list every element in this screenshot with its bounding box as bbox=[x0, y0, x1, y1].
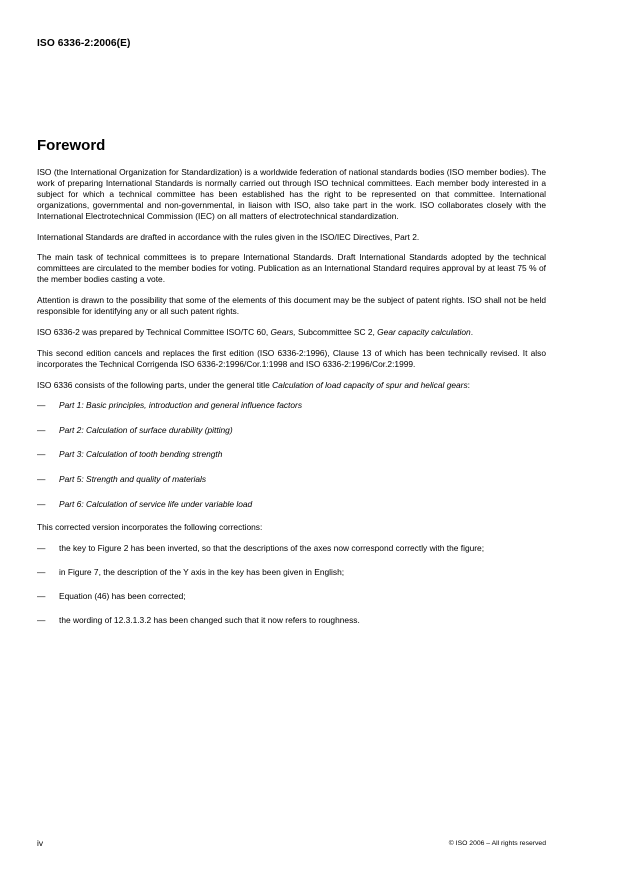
list-item bbox=[37, 474, 546, 485]
copyright-notice: © ISO 2006 – All rights reserved bbox=[448, 840, 546, 847]
prepared-by-text-1: ISO 6336-2 was prepared by Technical Committee ISO/TC 60, bbox=[37, 326, 271, 337]
parts-intro-text-2: : bbox=[467, 379, 470, 390]
dash-bullet: — bbox=[37, 474, 46, 485]
paragraph-committee-task: The main task of technical committees is to prepare International Standards. Draft International Standards adopted by the technical committees are circulated to the member bodies for voting. Publication as an International Standard requires approval by at least 75 % of the member bodies casting a vote. bbox=[37, 252, 546, 285]
paragraph-edition: This second edition cancels and replaces the first edition (ISO 6336-2:1996), Clause 13 of which has been technically revised. It also incorporates the Technical Corrigenda ISO 6336-2:1996/Cor.1:1998 and ISO 6336-2:1996/Cor.2:1999. bbox=[37, 347, 546, 369]
page-title: Foreword bbox=[37, 137, 106, 154]
parts-list bbox=[37, 400, 546, 511]
paragraph-iso-intro: ISO (the International Organization for Standardization) is a worldwide federation of national standards bodies (ISO member bodies). The work of preparing International Standards is normally carried out through ISO technical committees. Each member body interested in a subject for which a technical committee has been established has the right to be represented on that committee. International organizations, governmental and non-governmental, in liaison with ISO, also take part in the work. ISO collaborates closely with the International Electrotechnical Commission (IEC) on all matters of electrotechnical standardization. bbox=[37, 167, 546, 221]
dash-bullet: — bbox=[37, 614, 46, 625]
general-title: Calculation of load capacity of spur and helical gears bbox=[272, 379, 468, 390]
foreword-body bbox=[37, 167, 546, 639]
correction-text: the key to Figure 2 has been inverted, so that the descriptions of the axes now correspond correctly with the figure; bbox=[59, 543, 485, 554]
list-item bbox=[37, 567, 546, 578]
paragraph-corrections-intro: This corrected version incorporates the following corrections: bbox=[37, 522, 263, 533]
document-id-header: ISO 6336-2:2006(E) bbox=[37, 38, 131, 49]
list-item bbox=[37, 615, 546, 626]
prepared-by-text-2: Subcommittee SC 2, bbox=[295, 326, 378, 337]
part-title: Part 3: Calculation of tooth bending strength bbox=[59, 449, 223, 460]
correction-text: the wording of 12.3.1.3.2 has been changed such that it now refers to roughness. bbox=[59, 614, 360, 625]
dash-bullet: — bbox=[37, 543, 46, 554]
parts-intro-text-1: ISO 6336 consists of the following parts, under the general title bbox=[37, 379, 273, 390]
corrections-list bbox=[37, 543, 546, 626]
paragraph-patent-rights: Attention is drawn to the possibility that some of the elements of this document may be the subject of patent rights. ISO shall not be held responsible for identifying any or all such patent rights. bbox=[37, 295, 546, 317]
paragraph-parts-intro bbox=[37, 380, 546, 391]
list-item bbox=[37, 499, 546, 510]
subcommittee-name: Gear capacity calculation bbox=[377, 326, 471, 337]
paragraph-prepared-by bbox=[37, 327, 546, 338]
paragraph-directives: International Standards are drafted in accordance with the rules given in the ISO/IEC Directives, Part 2. bbox=[37, 231, 420, 242]
committee-name-gears: Gears, bbox=[270, 326, 296, 337]
part-title: Part 5: Strength and quality of materials bbox=[59, 474, 207, 485]
part-title: Part 6: Calculation of service life under variable load bbox=[59, 499, 253, 510]
list-item bbox=[37, 543, 546, 554]
prepared-by-text-3: . bbox=[470, 326, 474, 337]
correction-text: Equation (46) has been corrected; bbox=[59, 590, 186, 601]
list-item bbox=[37, 449, 546, 460]
part-title: Part 2: Calculation of surface durability (pitting) bbox=[59, 424, 233, 435]
dash-bullet: — bbox=[37, 399, 46, 410]
correction-text: in Figure 7, the description of the Y axis in the key has been given in English; bbox=[59, 566, 345, 577]
page-number: iv bbox=[37, 838, 44, 848]
list-item bbox=[37, 425, 546, 436]
list-item bbox=[37, 400, 546, 411]
part-title: Part 1: Basic principles, introduction and general influence factors bbox=[59, 399, 303, 410]
dash-bullet: — bbox=[37, 449, 46, 460]
dash-bullet: — bbox=[37, 566, 46, 577]
list-item bbox=[37, 591, 546, 602]
dash-bullet: — bbox=[37, 424, 46, 435]
dash-bullet: — bbox=[37, 499, 46, 510]
dash-bullet: — bbox=[37, 590, 46, 601]
